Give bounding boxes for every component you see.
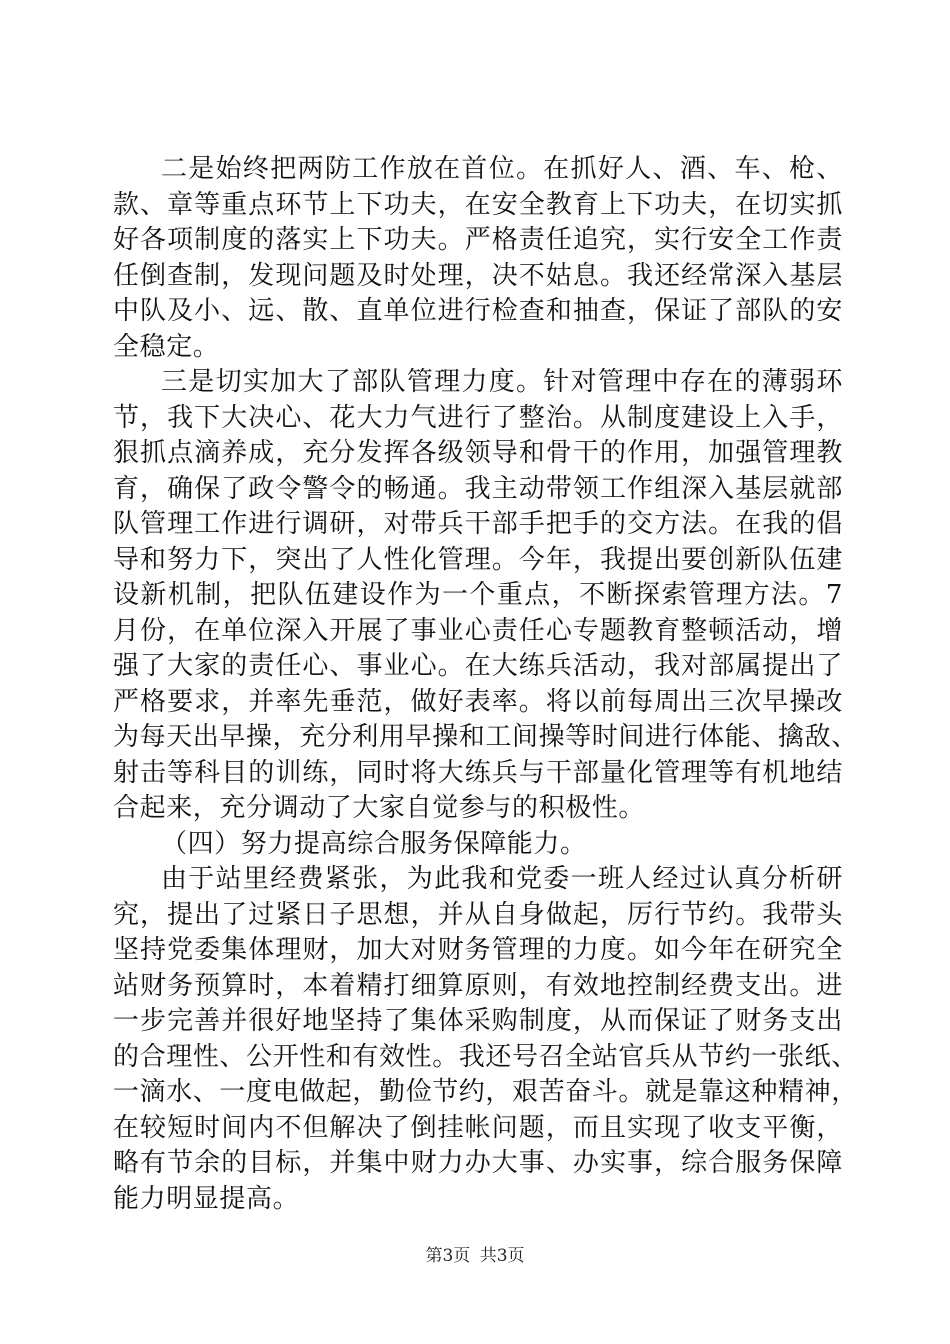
text-line: 一步完善并很好地坚持了集体采购制度，从而保证了财务支出 <box>113 1006 843 1036</box>
text-line: 月份，在单位深入开展了事业心责任心专题教育整顿活动，增 <box>113 615 843 646</box>
text-line: 为每天出早操，充分利用早操和工间操等时间进行体能、擒敌、 <box>113 722 858 752</box>
text-line: 一滴水、一度电做起，勤俭节约，艰苦奋斗。就是靠这种精神， <box>113 1077 858 1107</box>
text-line: 三是切实加大了部队管理力度。针对管理中存在的薄弱环 <box>161 367 843 397</box>
text-line: 好各项制度的落实上下功夫。严格责任追究，实行安全工作责 <box>113 225 843 255</box>
text-line: 由于站里经费紧张，为此我和党委一班人经过认真分析研 <box>161 864 843 894</box>
text-line: 全稳定。 <box>113 331 220 362</box>
text-line: 中队及小、远、散、直单位进行检查和抽查，保证了部队的安 <box>113 296 843 326</box>
text-line: 款、章等重点环节上下功夫，在安全教育上下功夫，在切实抓 <box>113 189 843 220</box>
text-line: 究，提出了过紧日子思想，并从自身做起，厉行节约。我带头 <box>113 899 843 930</box>
text-line: 射击等科目的训练，同时将大练兵与干部量化管理等有机地结 <box>113 757 843 788</box>
text-line: 合起来，充分调动了大家自觉参与的积极性。 <box>113 793 646 823</box>
text-line: 的合理性、公开性和有效性。我还号召全站官兵从节约一张纸、 <box>113 1041 858 1072</box>
text-line: 在较短时间内不但解决了倒挂帐问题，而且实现了收支平衡， <box>113 1112 843 1143</box>
page-total: 共3页 <box>479 1246 525 1266</box>
text-line: 强了大家的责任心、事业心。在大练兵活动，我对部属提出了 <box>113 651 843 681</box>
text-line: 站财务预算时，本着精打细算原则，有效地控制经费支出。进 <box>113 970 843 1001</box>
text-line: 略有节余的目标，并集中财力办大事、办实事，综合服务保障 <box>113 1148 843 1178</box>
text-line: 狠抓点滴养成，充分发挥各级领导和骨干的作用，加强管理教 <box>113 438 843 468</box>
text-line: 队管理工作进行调研，对带兵干部手把手的交方法。在我的倡 <box>113 509 843 539</box>
page-number: 第3页 <box>425 1246 471 1266</box>
text-line: 任倒查制，发现问题及时处理，决不姑息。我还经常深入基层 <box>113 260 843 291</box>
document-body <box>113 152 858 1217</box>
text-line: 坚持党委集体理财，加大对财务管理的力度。如今年在研究全 <box>113 935 843 965</box>
text-line: （四）努力提高综合服务保障能力。 <box>161 828 587 859</box>
text-line: 节，我下大决心、花大力气进行了整治。从制度建设上入手， <box>113 402 843 433</box>
text-line: 严格要求，并率先垂范，做好表率。将以前每周出三次早操改 <box>113 686 843 717</box>
text-line: 育，确保了政令警令的畅通。我主动带领工作组深入基层就部 <box>113 473 843 504</box>
text-line: 能力明显提高。 <box>113 1183 300 1214</box>
text-line: 设新机制，把队伍建设作为一个重点，不断探索管理方法。7 <box>113 580 843 610</box>
text-line: 二是始终把两防工作放在首位。在抓好人、酒、车、枪、 <box>161 154 843 184</box>
text-line: 导和努力下，突出了人性化管理。今年，我提出要创新队伍建 <box>113 544 843 575</box>
page-footer <box>0 1245 950 1267</box>
